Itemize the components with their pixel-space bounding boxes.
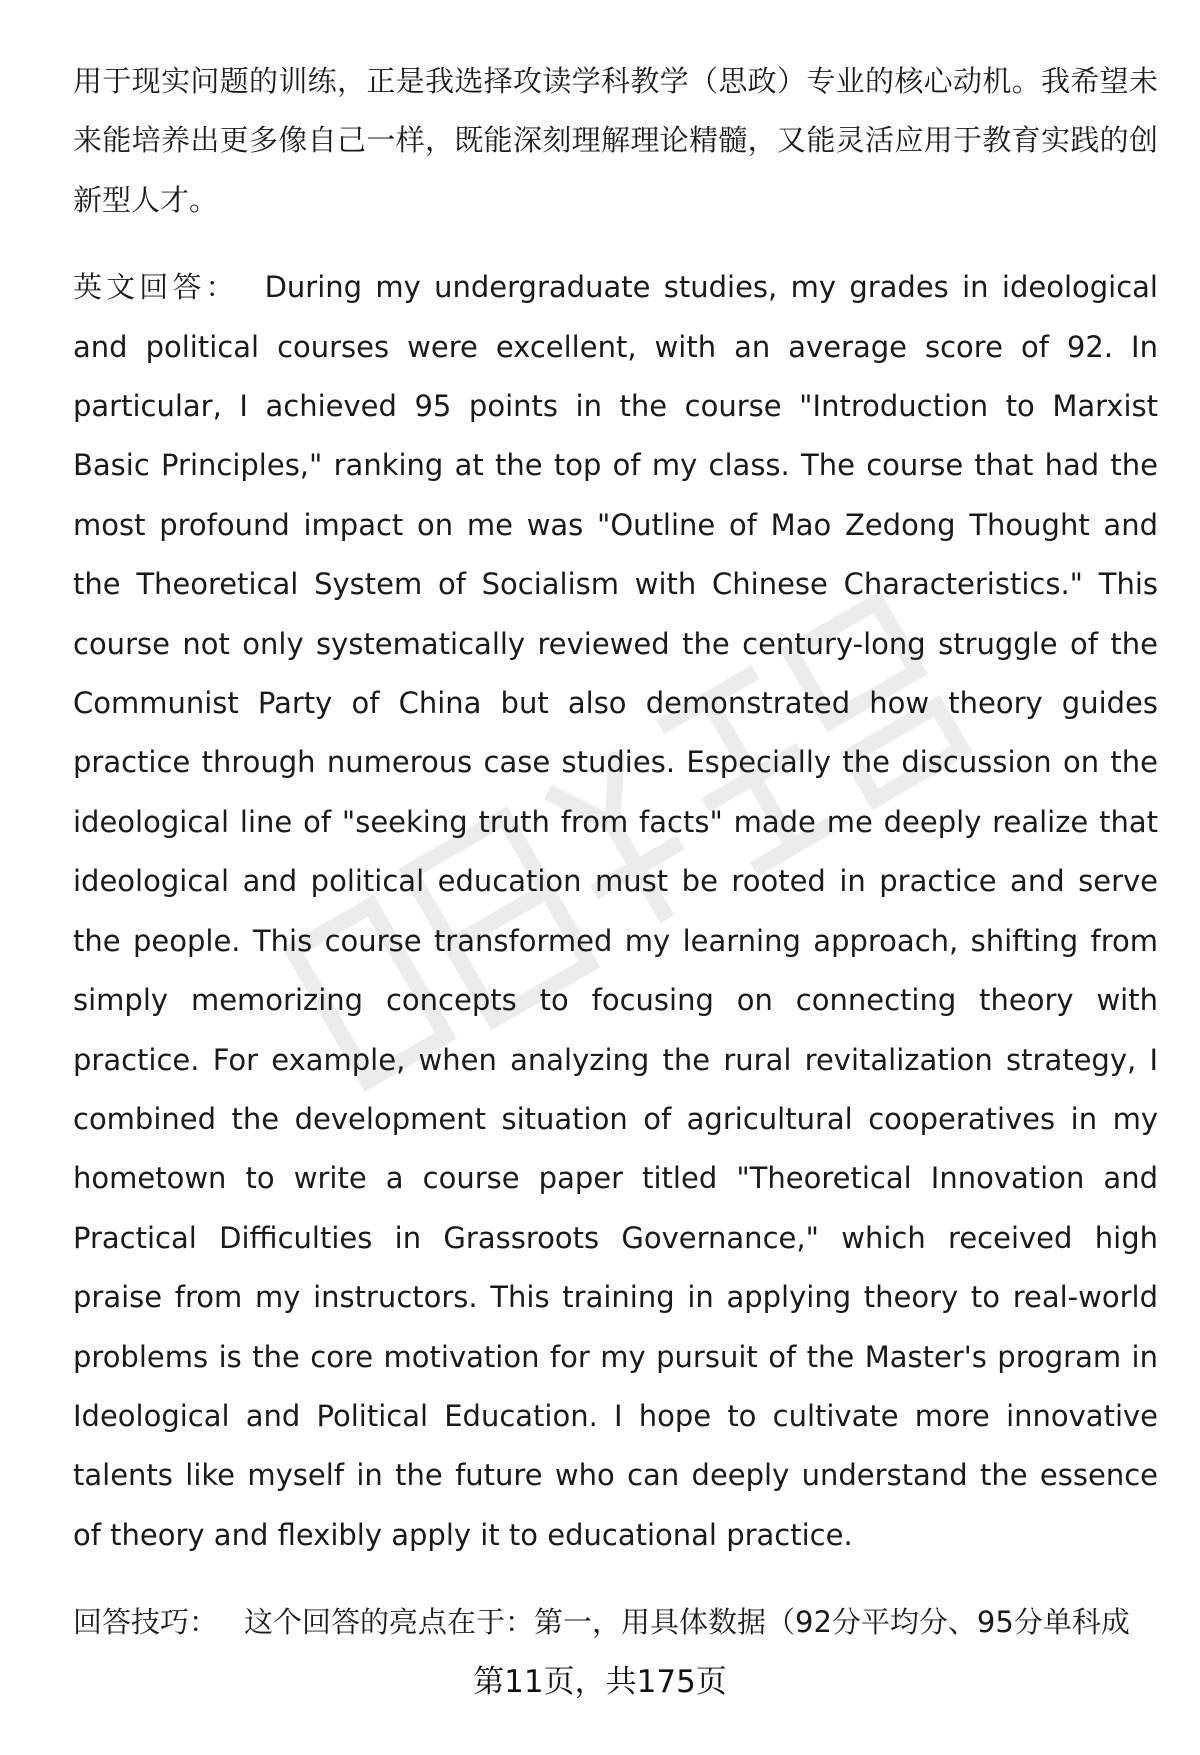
english-answer-paragraph [73, 258, 1158, 1565]
tips-label: 回答技巧： [73, 1605, 219, 1640]
page-indicator: 第11页，共175页 [473, 1664, 727, 1700]
english-answer-text: During my undergraduate studies, my grades in ideological and political courses were excellent, with an average score of 92. In particular, I achieved 95 points in the course "Introduction to Marxist Basic Principles," ranking at the top of my class. The course that had the most profound impact on me was "Outline of Mao Zedong Thought and the Theoretical System of Socialism with Chinese Characteristics." This course not only systematically reviewed the century-long struggle of the Communist Party of China but also demonstrated how theory guides practice through numerous case studies. Especially the discussion on the ideological line of "seeking truth from facts" made me deeply realize that ideological and political education must be rooted in practice and serve the people. This course transformed my learning approach, shifting from simply memorizing concepts to focusing on connecting theory with practice. For example, when analyzing the rural revitalization strategy, I combined the development situation of agricultural cooperatives in my hometown to write a course paper titled "Theoretical Innovation and Practical Difficulties in Grassroots Governance," which received high praise from my instructors. This training in applying theory to real-world problems is the core motivation for my pursuit of the Master's program in Ideological and Political Education. I hope to cultivate more innovative talents like myself in the future who can deeply understand the essence of theory and flexibly apply it to educational practice. [73, 270, 1158, 1552]
intro-paragraph: 用于现实问题的训练，正是我选择攻读学科教学（思政）专业的核心动机。我希望未来能培养出更多像自己一样，既能深刻理解理论精髓，又能灵活应用于教育实践的创新型人才。 [73, 64, 1158, 217]
english-answer-label: 英文回答： [73, 270, 239, 305]
tips-paragraph [73, 1593, 1158, 1652]
document-body [73, 52, 1158, 1653]
tips-text: 这个回答的亮点在于：第一，用具体数据（92分平均分、95分单科成 [244, 1605, 1130, 1640]
